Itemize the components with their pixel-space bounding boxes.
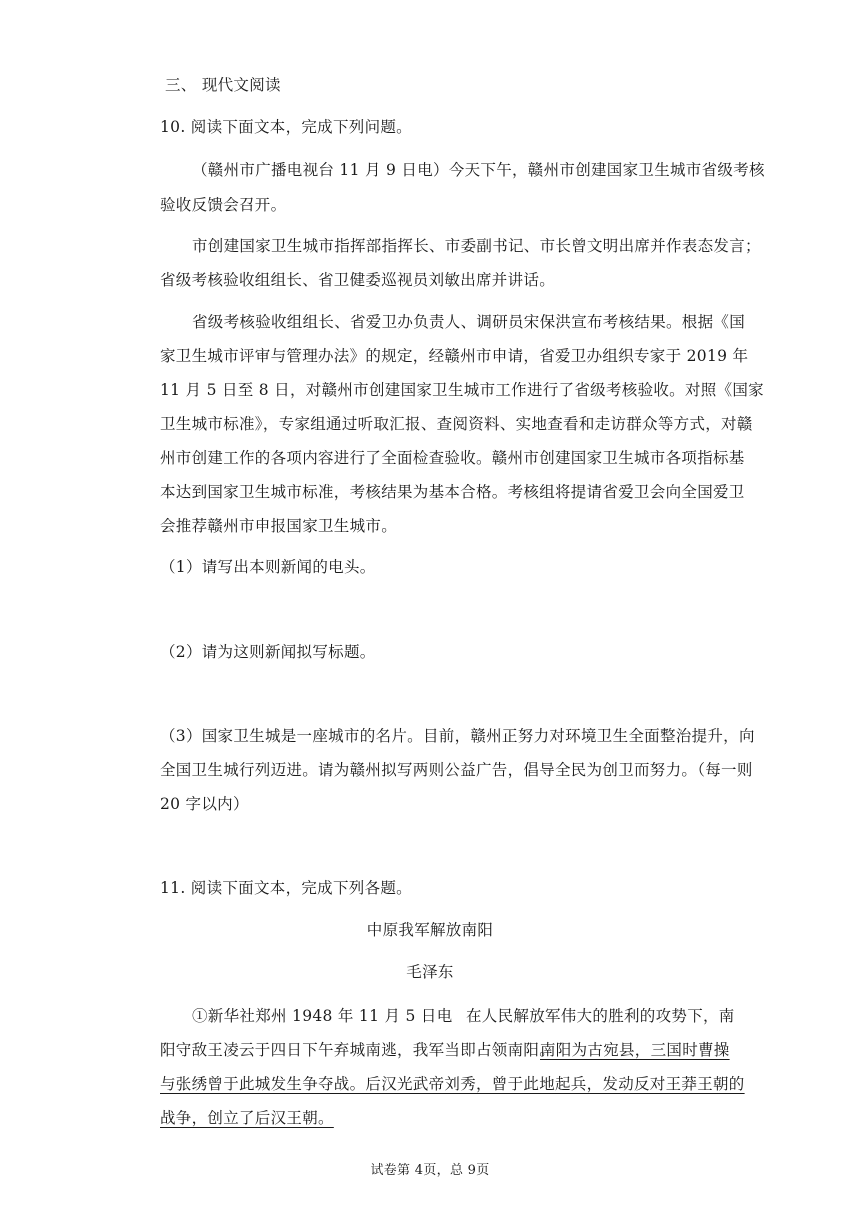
q11-paragraph-1-line-1-text: 在人民解放军伟大的胜利的攻势下，南 (466, 1007, 735, 1025)
article-title: 中原我军解放南阳 (366, 921, 494, 939)
q11-underlined-sentence-part-1: 南阳为古宛县，三国时曹操 (540, 1041, 730, 1059)
q10-subquestion-3-line-2: 全国卫生城行列迈进。请为赣州拟写两则公益广告，倡导全民为创卫而努力。（每一则 (160, 761, 753, 779)
q10-paragraph-3-line-7: 会推荐赣州市申报国家卫生城市。 (160, 517, 398, 535)
q10-paragraph-3-line-1: 省级考核验收组组长、省爱卫办负责人、调研员宋保洪宣布考核结果。根据《国 (192, 313, 746, 331)
section-heading: 三、 现代文阅读 (165, 76, 281, 94)
q11-paragraph-1-line-2-text: 阳守敌王凌云于四日下午弃城南逃，我军当即占领南阳。 (160, 1041, 556, 1059)
q10-subquestion-1: （1）请写出本则新闻的电头。 (160, 558, 376, 576)
q10-subquestion-2: （2）请为这则新闻拟写标题。 (160, 643, 376, 661)
q11-paragraph-1-line-1-dateline: ①新华社郑州 1948 年 11 月 5 日电 (192, 1007, 453, 1025)
q10-paragraph-3-line-5: 州市创建工作的各项内容进行了全面检查验收。赣州市创建国家卫生城市各项指标基 (160, 449, 745, 467)
q10-paragraph-3-line-6: 本达到国家卫生城市标准，考核结果为基本合格。考核组将提请省爱卫会向全国爱卫 (160, 483, 745, 501)
q10-paragraph-1-line-2: 验收反馈会召开。 (160, 196, 287, 214)
q10-subquestion-3-line-1: （3）国家卫生城是一座城市的名片。目前，赣州正努力对环境卫生全面整治提升，向 (160, 727, 755, 745)
question-11-prompt: 11. 阅读下面文本，完成下列各题。 (160, 879, 412, 897)
q10-subquestion-3-line-3: 20 字以内） (160, 795, 249, 813)
q10-paragraph-3-line-4: 卫生城市标准》，专家组通过听取汇报、查阅资料、实地查看和走访群众等方式，对赣 (160, 415, 753, 433)
q11-underlined-sentence-part-3: 战争，创立了后汉王朝。 (160, 1109, 334, 1127)
article-author: 毛泽东 (406, 963, 454, 981)
question-10-prompt: 10. 阅读下面文本，完成下列问题。 (160, 118, 412, 136)
q10-paragraph-2-line-2: 省级考核验收组组长、省卫健委巡视员刘敏出席并讲话。 (160, 271, 556, 289)
q11-underlined-sentence-part-2: 与张绣曾于此城发生争夺战。后汉光武帝刘秀，曾于此地起兵，发动反对王莽王朝的 (160, 1075, 745, 1093)
page-footer: 试卷第 4页，总 9页 (370, 1163, 490, 1178)
q10-paragraph-2-line-1: 市创建国家卫生城市指挥部指挥长、市委副书记、市长曾文明出席并作表态发言； (192, 237, 761, 255)
q10-paragraph-1-line-1: （赣州市广播电视台 11 月 9 日电）今天下午，赣州市创建国家卫生城市省级考核 (192, 161, 765, 179)
q10-paragraph-3-line-3: 11 月 5 日至 8 日，对赣州市创建国家卫生城市工作进行了省级考核验收。对照《国家 (160, 381, 764, 399)
q10-paragraph-3-line-2: 家卫生城市评审与管理办法》的规定，经赣州市申请，省爱卫办组织专家于 2019 年 (160, 347, 749, 365)
